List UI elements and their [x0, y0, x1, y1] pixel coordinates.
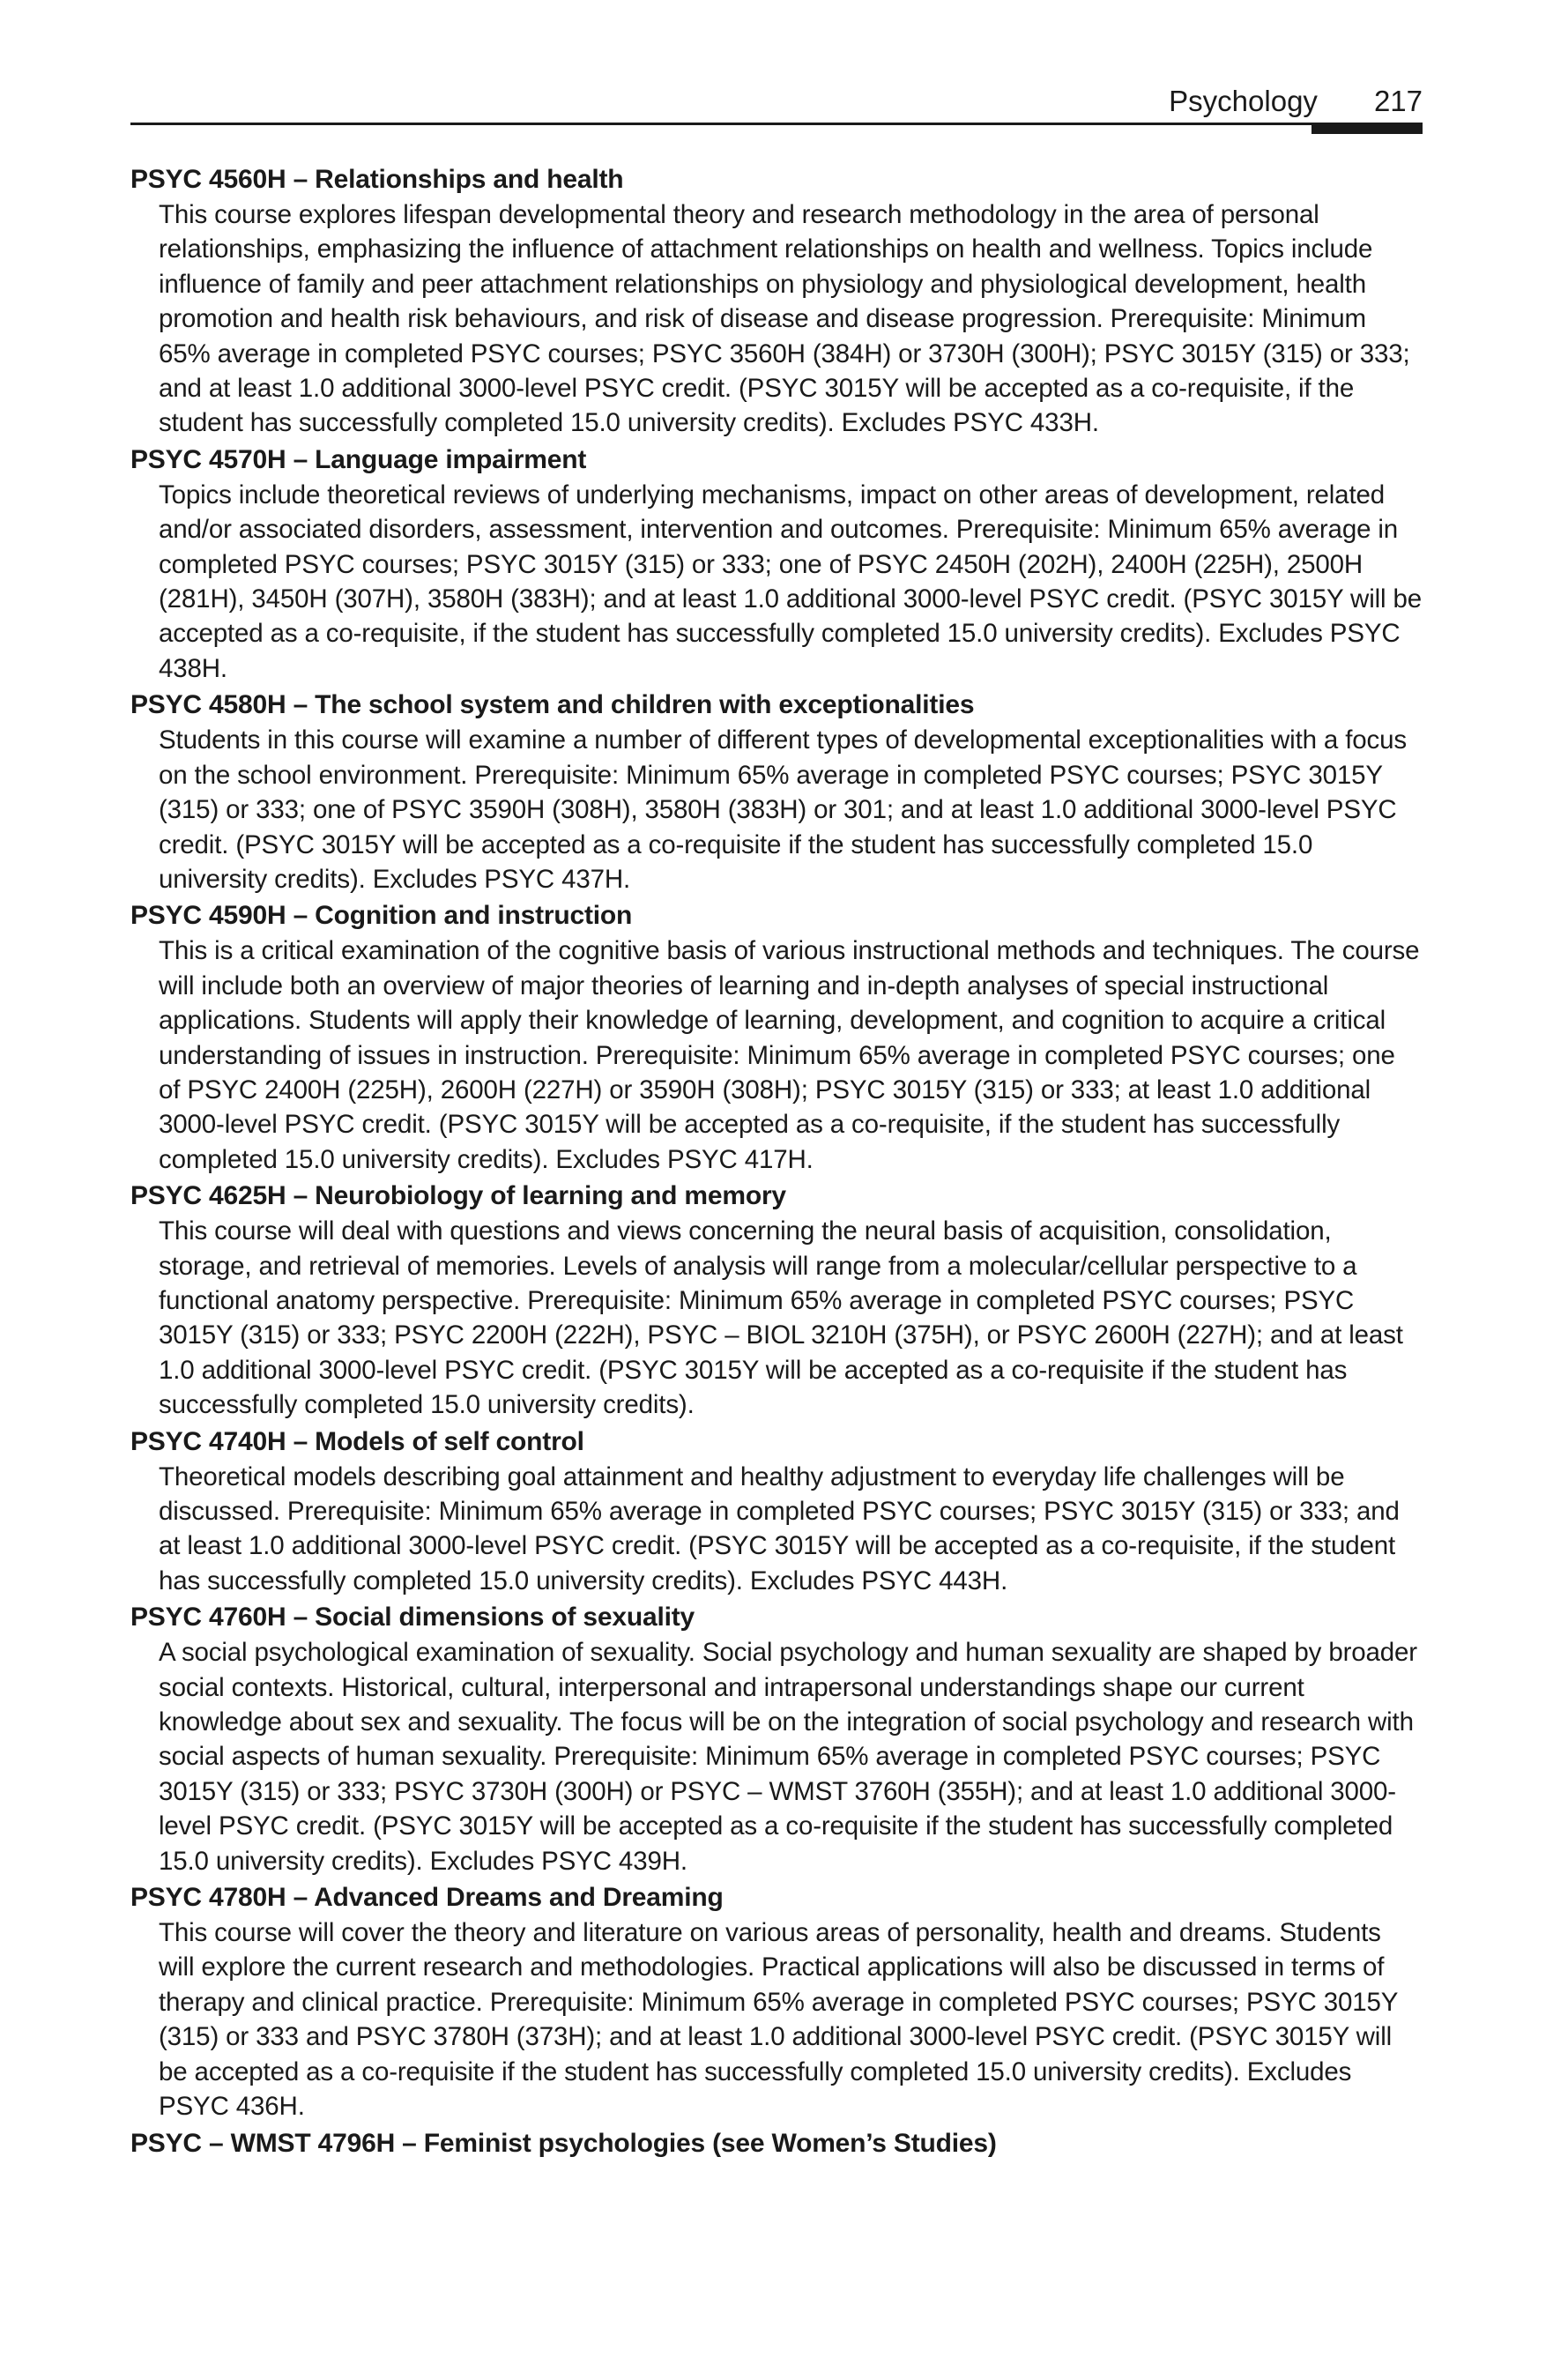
page-header [130, 78, 1423, 125]
course-entry [130, 1880, 1423, 2123]
course-entry [130, 2126, 1423, 2161]
course-entry [130, 1600, 1423, 1878]
course-entry [130, 1424, 1423, 1599]
course-description: This course will cover the theory and literature on various areas of personality, health and dreams. Students will explore the current research and methodologies. Practical applications will also be discussed in terms of therapy and clinical practice. Prerequisite: Minimum 65% average in completed PSYC courses; PSYC 3015Y (315) or 333 and PSYC 3780H (373H); and at least 1.0 additional 3000-level PSYC credit. (PSYC 3015Y will be accepted as a co-requisite if the student has successfully completed 15.0 university credits). Excludes PSYC 436H. [159, 1918, 1398, 2122]
course-title: PSYC 4740H – Models of self control [130, 1426, 584, 1456]
course-entry [130, 443, 1423, 686]
course-description: Topics include theoretical reviews of underlying mechanisms, impact on other areas of development, related and/or associated disorders, assessment, intervention and outcomes. Prerequisite: Minimum 65% average in completed PSYC courses; PSYC 3015Y (315) or 333; one of PSYC 2450H (202H), 2400H (225H), 2500H (281H), 3450H (307H), 3580H (383H); and at least 1.0 additional 3000-level PSYC credit. (PSYC 3015Y will be accepted as a co-requisite, if the student has successfully completed 15.0 university credits). Excludes PSYC 438H. [159, 480, 1422, 683]
course-title: PSYC 4580H – The school system and children with exceptionalities [130, 690, 975, 720]
course-title: PSYC 4590H – Cognition and instruction [130, 901, 633, 931]
course-entry [130, 162, 1423, 441]
course-entry [130, 898, 1423, 1177]
course-description: Students in this course will examine a number of different types of developmental exceptionalities with a focus on the school environment. Prerequisite: Minimum 65% average in completed PSYC courses; PSYC 3015Y (315) or 333; one of PSYC 3590H (308H), 3580H (383H) or 301; and at least 1.0 additional 3000-level PSYC credit. (PSYC 3015Y will be accepted as a co-requisite if the student has successfully completed 15.0 university credits). Excludes PSYC 437H. [159, 725, 1407, 894]
course-list [130, 162, 1423, 2161]
section-name: Psychology [1169, 85, 1318, 117]
course-description: Theoretical models describing goal attainment and healthy adjustment to everyday life challenges will be discussed. Prerequisite: Minimum 65% average in completed PSYC courses; PSYC 3015Y (315) or 333; and at least 1.0 additional 3000-level PSYC credit. (PSYC 3015Y will be accepted as a co-requisite, if the student has successfully completed 15.0 university credits). Excludes PSYC 443H. [159, 1461, 1400, 1595]
course-entry [130, 688, 1423, 896]
header-accent-bar [1312, 123, 1423, 134]
course-title: PSYC 4570H – Language impairment [130, 444, 587, 474]
course-description: This course will deal with questions and views concerning the neural basis of acquisition, consolidation, storage, and retrieval of memories. Levels of analysis will range from a molecular/cellular perspective to a functional anatomy perspective. Prerequisite: Minimum 65% average in completed PSYC courses; PSYC 3015Y (315) or 333; PSYC 2200H (222H), PSYC – BIOL 3210H (375H), or PSYC 2600H (227H); and at least 1.0 additional 3000-level PSYC credit. (PSYC 3015Y will be accepted as a co-requisite if the student has successfully completed 15.0 university credits). [159, 1216, 1403, 1420]
course-entry [130, 1179, 1423, 1422]
course-title: PSYC – WMST 4796H – Feminist psychologies (see Women’s Studies) [130, 2128, 997, 2158]
course-title: PSYC 4780H – Advanced Dreams and Dreaming [130, 1883, 724, 1913]
course-description: A social psychological examination of sexuality. Social psychology and human sexuality are shaped by broader social contexts. Historical, cultural, interpersonal and intrapersonal understandings shape our current knowledge about sex and sexuality. The focus will be on the integration of social psychology and research with social aspects of human sexuality. Prerequisite: Minimum 65% average in completed PSYC courses; PSYC 3015Y (315) or 333; PSYC 3730H (300H) or PSYC – WMST 3760H (355H); and at least 1.0 additional 3000-level PSYC credit. (PSYC 3015Y will be accepted as a co-requisite if the student has successfully completed 15.0 university credits). Excludes PSYC 439H. [159, 1638, 1417, 1876]
course-title: PSYC 4760H – Social dimensions of sexuality [130, 1603, 695, 1633]
course-title: PSYC 4625H – Neurobiology of learning and memory [130, 1181, 786, 1211]
page-number: 217 [1373, 85, 1423, 117]
running-head [1169, 85, 1423, 118]
course-title: PSYC 4560H – Relationships and health [130, 165, 624, 194]
course-description: This course explores lifespan developmental theory and research methodology in the area of personal relationships, emphasizing the influence of attachment relationships on health and wellness. Topics include influence of family and peer attachment relationships on physiology and physiological development, health promotion and health risk behaviours, and risk of disease and disease progression. Prerequisite: Minimum 65% average in completed PSYC courses; PSYC 3560H (384H) or 3730H (300H); PSYC 3015Y (315) or 333; and at least 1.0 additional 3000-level PSYC credit. (PSYC 3015Y will be accepted as a co-requisite, if the student has successfully completed 15.0 university credits). Excludes PSYC 433H. [159, 200, 1410, 438]
header-rule [130, 123, 1423, 125]
course-description: This is a critical examination of the cognitive basis of various instructional methods and techniques. The course will include both an overview of major theories of learning and in-depth analyses of special instructional applications. Students will apply their knowledge of learning, development, and cognition to acquire a critical understanding of issues in instruction. Prerequisite: Minimum 65% average in completed PSYC courses; one of PSYC 2400H (225H), 2600H (227H) or 3590H (308H); PSYC 3015Y (315) or 333; at least 1.0 additional 3000-level PSYC credit. (PSYC 3015Y will be accepted as a co-requisite, if the student has successfully completed 15.0 university credits). Excludes PSYC 417H. [159, 936, 1420, 1174]
